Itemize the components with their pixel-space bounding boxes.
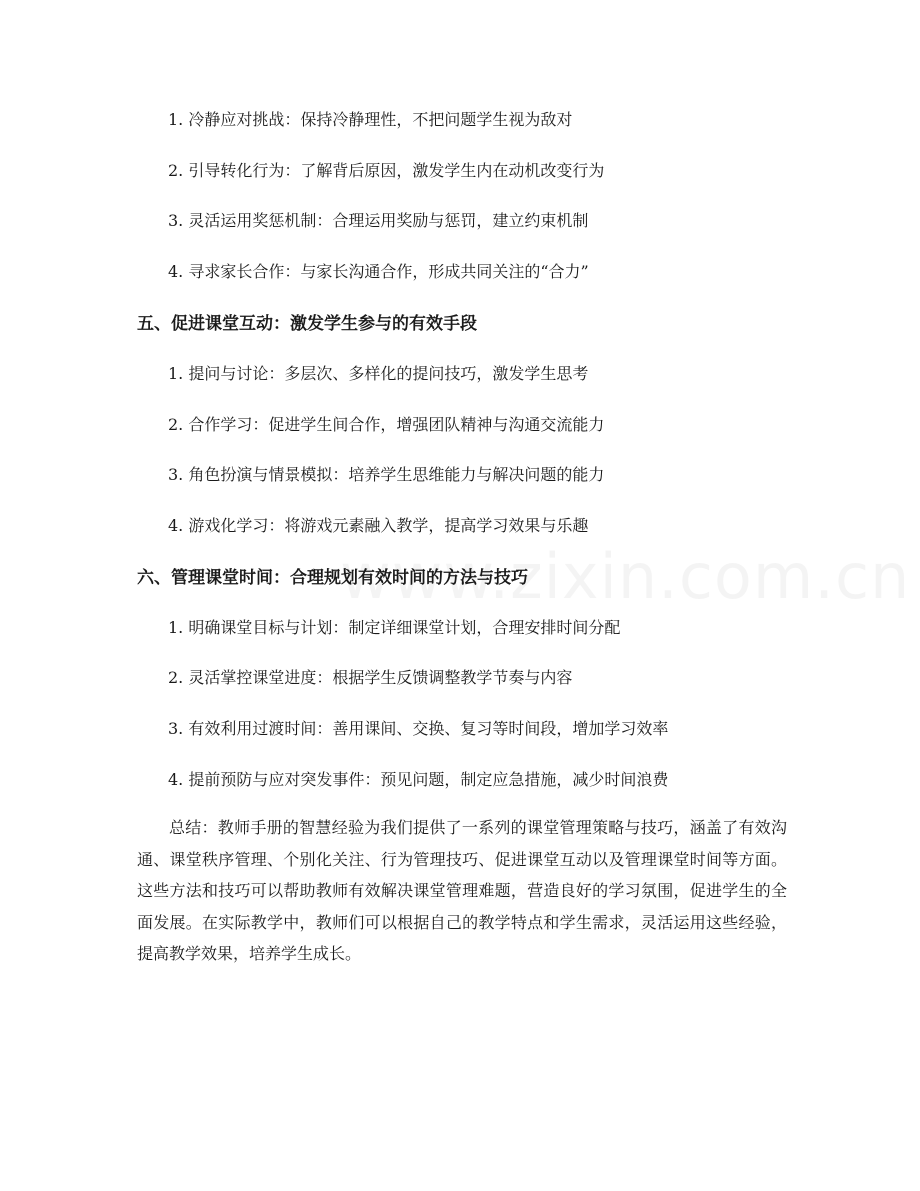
list-item: 4. 提前预防与应对突发事件：预见问题，制定应急措施，减少时间浪费: [168, 770, 669, 789]
list-item: 1. 提问与讨论：多层次、多样化的提问技巧，激发学生思考: [168, 364, 589, 383]
summary-paragraph: 总结：教师手册的智慧经验为我们提供了一系列的课堂管理策略与技巧，涵盖了有效沟通、课堂秩序管理、个别化关注、行为管理技巧、促进课堂互动以及管理课堂时间等方面。这些方法和技巧可以帮助教师有效解决课堂管理难题，营造良好的学习氛围，促进学生的全面发展。在实际教学中，教师们可以根据自己的教学特点和学生需求，灵活运用这些经验，提高教学效果，培养学生成长。: [137, 818, 787, 963]
list-item: 1. 明确课堂目标与计划：制定详细课堂计划，合理安排时间分配: [168, 618, 621, 637]
list-item: 2. 灵活掌控课堂进度：根据学生反馈调整教学节奏与内容: [168, 668, 573, 687]
list-item: 3. 角色扮演与情景模拟：培养学生思维能力与解决问题的能力: [168, 465, 605, 484]
section-heading: 六、管理课堂时间：合理规划有效时间的方法与技巧: [137, 568, 528, 588]
list-item: 2. 引导转化行为：了解背后原因，激发学生内在动机改变行为: [168, 161, 605, 180]
list-item: 3. 灵活运用奖惩机制：合理运用奖励与惩罚，建立约束机制: [168, 211, 589, 230]
list-item: 4. 寻求家长合作：与家长沟通合作，形成共同关注的“合力”: [168, 262, 589, 281]
list-item: 1. 冷静应对挑战：保持冷静理性，不把问题学生视为敌对: [168, 110, 573, 129]
list-item: 4. 游戏化学习：将游戏元素融入教学，提高学习效果与乐趣: [168, 516, 589, 535]
list-item: 2. 合作学习：促进学生间合作，增强团队精神与沟通交流能力: [168, 415, 605, 434]
list-item: 3. 有效利用过渡时间：善用课间、交换、复习等时间段，增加学习效率: [168, 719, 669, 738]
section-heading: 五、促进课堂互动：激发学生参与的有效手段: [137, 314, 477, 334]
